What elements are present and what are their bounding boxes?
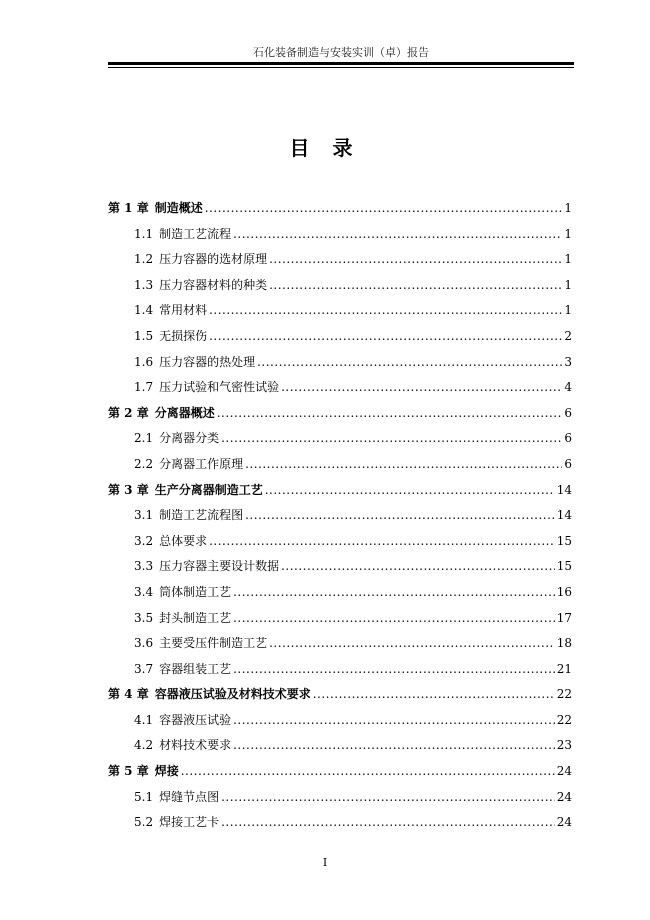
toc-dot-leader	[233, 585, 555, 599]
toc-entry-page: 1	[564, 201, 572, 215]
toc-dot-leader	[209, 534, 555, 548]
toc-section-entry[interactable]	[108, 557, 572, 583]
toc-dot-leader	[233, 713, 555, 727]
toc-entry-title: 压力容器主要设计数据	[159, 559, 280, 574]
toc-entry-title: 焊缝节点图	[159, 789, 220, 804]
toc-entry-number: 4.2	[134, 738, 154, 753]
toc-entry-title: 制造工艺流程	[159, 226, 232, 241]
toc-entry-number: 5.1	[134, 789, 154, 804]
toc-section-entry[interactable]	[108, 788, 572, 814]
toc-section-entry[interactable]	[108, 378, 572, 404]
toc-entry-page: 14	[556, 508, 572, 523]
toc-chapter-entry[interactable]	[108, 481, 572, 507]
toc-section-entry[interactable]	[108, 276, 572, 302]
toc-entry-number: 1.4	[134, 303, 154, 318]
toc-section-entry[interactable]	[108, 813, 572, 839]
header-rule-thin	[108, 67, 574, 68]
toc-chapter-entry[interactable]	[108, 685, 572, 711]
toc-entry-page: 22	[556, 712, 572, 727]
toc-section-entry[interactable]	[108, 225, 572, 251]
toc-entry-number: 第 4 章	[108, 687, 149, 702]
toc-section-entry[interactable]	[108, 583, 572, 609]
toc-chapter-entry[interactable]	[108, 199, 572, 225]
toc-dot-leader	[233, 227, 562, 241]
toc-entry-page: 1	[564, 226, 572, 241]
toc-entry-page: 6	[564, 456, 572, 471]
toc-dot-leader	[205, 201, 563, 215]
toc-entry-page: 22	[556, 687, 572, 702]
toc-entry-page: 6	[564, 431, 572, 446]
toc-dot-leader	[257, 355, 562, 369]
page-number: I	[322, 856, 328, 869]
toc-section-entry[interactable]	[108, 455, 572, 481]
toc-section-entry[interactable]	[108, 250, 572, 276]
toc-entry-page: 24	[556, 815, 572, 830]
toc-entry-number: 第 2 章	[108, 405, 149, 420]
toc-entry-title: 总体要求	[159, 533, 208, 548]
toc-chapter-entry[interactable]	[108, 762, 572, 788]
toc-entry-number: 1.5	[134, 328, 154, 343]
toc-section-entry[interactable]	[108, 609, 572, 635]
toc-entry-number: 3.5	[134, 610, 154, 625]
toc-entry-title: 制造概述	[154, 201, 203, 215]
toc-entry-number: 3.4	[134, 584, 154, 599]
toc-section-entry[interactable]	[108, 532, 572, 558]
toc-entry-number: 4.1	[134, 712, 154, 727]
toc-section-entry[interactable]	[108, 429, 572, 455]
toc-entry-title: 常用材料	[159, 303, 208, 318]
table-of-contents	[108, 199, 572, 839]
toc-entry-title: 压力容器的热处理	[159, 354, 256, 369]
toc-entry-page: 1	[564, 303, 572, 318]
toc-entry-title: 无损探伤	[159, 328, 208, 343]
toc-section-entry[interactable]	[108, 736, 572, 762]
toc-chapter-entry[interactable]	[108, 404, 572, 430]
toc-entry-page: 1	[564, 252, 572, 267]
toc-entry-title: 焊接	[154, 764, 179, 779]
toc-entry-number: 1.3	[134, 277, 154, 292]
toc-entry-number: 1.2	[134, 252, 154, 267]
toc-dot-leader	[281, 380, 562, 394]
toc-entry-number: 第 5 章	[108, 764, 149, 779]
toc-entry-number: 3.7	[134, 661, 154, 676]
toc-entry-number: 第 3 章	[108, 482, 149, 497]
toc-section-entry[interactable]	[108, 634, 572, 660]
toc-entry-number: 3.6	[134, 636, 154, 651]
toc-entry-page: 1	[564, 277, 572, 292]
toc-entry-title: 容器液压试验及材料技术要求	[154, 687, 311, 702]
toc-entry-title: 生产分离器制造工艺	[154, 482, 263, 497]
header-rule-thick	[108, 62, 574, 65]
toc-dot-leader	[221, 815, 555, 829]
toc-entry-page: 24	[556, 789, 572, 804]
toc-dot-leader	[209, 329, 562, 343]
toc-dot-leader	[209, 303, 562, 317]
toc-entry-number: 1.1	[134, 226, 154, 241]
toc-dot-leader	[221, 790, 555, 804]
toc-entry-number: 2.1	[134, 431, 154, 446]
toc-entry-page: 14	[556, 482, 572, 497]
toc-dot-leader	[269, 252, 562, 266]
toc-entry-title: 压力容器材料的种类	[159, 277, 268, 292]
toc-section-entry[interactable]	[108, 711, 572, 737]
toc-entry-title: 筒体制造工艺	[159, 584, 232, 599]
toc-entry-number: 3.3	[134, 559, 154, 574]
toc-entry-title: 封头制造工艺	[159, 610, 232, 625]
toc-dot-leader	[221, 431, 562, 445]
toc-section-entry[interactable]	[108, 506, 572, 532]
toc-entry-title: 容器液压试验	[159, 712, 232, 727]
toc-dot-leader	[181, 764, 555, 778]
toc-entry-number: 第 1 章	[108, 201, 149, 215]
toc-section-entry[interactable]	[108, 353, 572, 379]
toc-entry-page: 6	[564, 405, 572, 420]
toc-dot-leader	[269, 278, 562, 292]
toc-entry-title: 制造工艺流程图	[159, 508, 244, 523]
toc-entry-number: 1.7	[134, 380, 154, 395]
toc-dot-leader	[281, 559, 555, 573]
toc-entry-page: 2	[564, 328, 572, 343]
toc-dot-leader	[233, 611, 555, 625]
toc-entry-page: 3	[564, 354, 572, 369]
toc-dot-leader	[233, 662, 555, 676]
toc-dot-leader	[313, 687, 555, 701]
toc-entry-title: 压力容器的选材原理	[159, 252, 268, 267]
toc-dot-leader	[265, 483, 555, 497]
toc-entry-page: 21	[556, 661, 572, 676]
toc-dot-leader	[217, 406, 563, 420]
toc-dot-leader	[245, 457, 562, 471]
toc-entry-page: 15	[556, 533, 572, 548]
toc-entry-page: 24	[556, 764, 572, 779]
toc-section-entry[interactable]	[108, 301, 572, 327]
toc-entry-title: 主要受压件制造工艺	[159, 636, 268, 651]
toc-entry-title: 容器组装工艺	[159, 661, 232, 676]
running-header: 石化装备制造与安装实训（卓）报告	[253, 46, 429, 59]
toc-entry-number: 3.1	[134, 508, 154, 523]
toc-entry-number: 1.6	[134, 354, 154, 369]
toc-entry-number: 2.2	[134, 456, 154, 471]
toc-entry-page: 17	[556, 610, 572, 625]
toc-entry-title: 分离器概述	[154, 405, 215, 420]
toc-entry-title: 分离器分类	[159, 431, 220, 446]
toc-entry-page: 18	[556, 636, 572, 651]
toc-entry-title: 材料技术要求	[159, 738, 232, 753]
toc-entry-page: 15	[556, 559, 572, 574]
page-title: 目 录	[289, 136, 361, 160]
toc-entry-page: 4	[564, 380, 572, 395]
toc-section-entry[interactable]	[108, 327, 572, 353]
toc-entry-page: 23	[556, 738, 572, 753]
toc-entry-number: 3.2	[134, 533, 154, 548]
toc-dot-leader	[233, 738, 555, 752]
toc-entry-number: 5.2	[134, 815, 154, 830]
toc-entry-page: 16	[556, 584, 572, 599]
toc-entry-title: 焊接工艺卡	[159, 815, 220, 830]
toc-section-entry[interactable]	[108, 660, 572, 686]
toc-dot-leader	[245, 508, 555, 522]
toc-entry-title: 分离器工作原理	[159, 456, 244, 471]
toc-dot-leader	[269, 636, 555, 650]
toc-entry-title: 压力试验和气密性试验	[159, 380, 280, 395]
